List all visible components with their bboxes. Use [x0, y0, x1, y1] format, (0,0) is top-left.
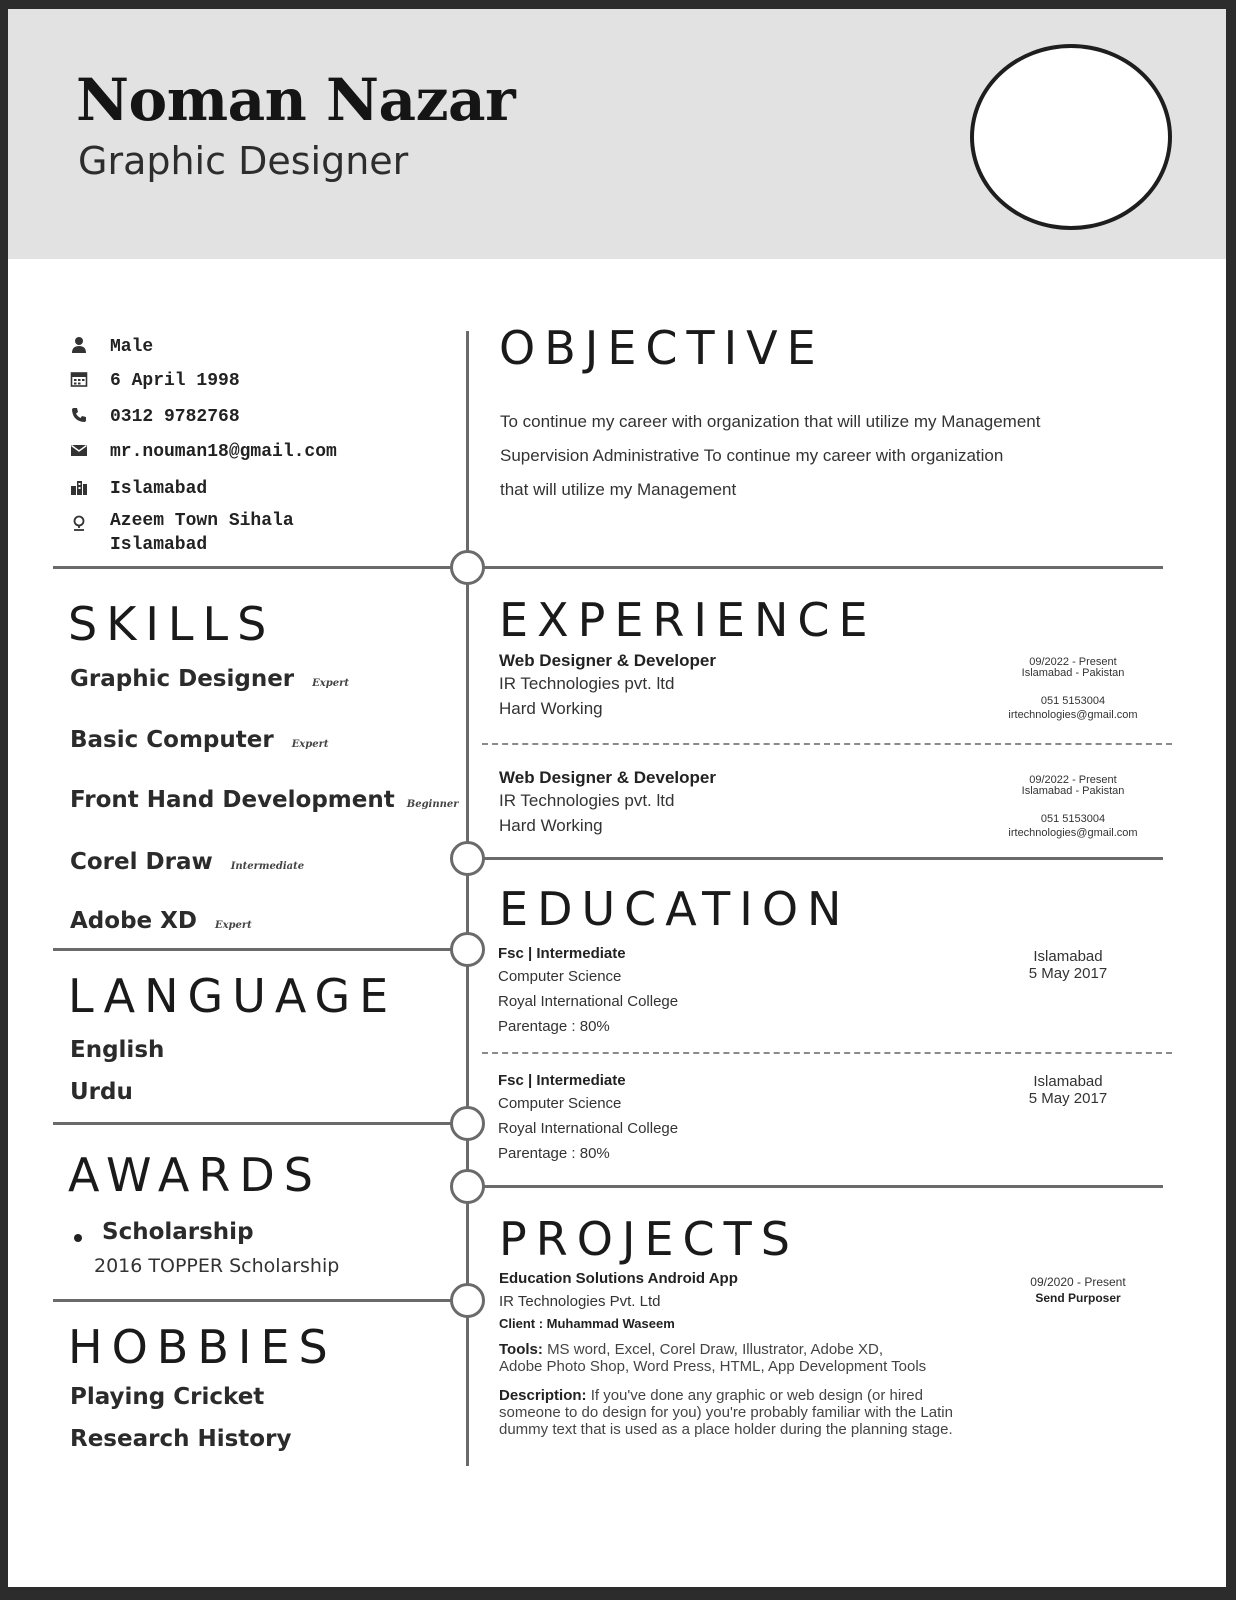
project-description	[499, 1387, 999, 1438]
email-text: mr.nouman18@gmail.com	[110, 442, 337, 462]
education-grade: Parentage : 80%	[498, 1018, 610, 1035]
divider-skills	[53, 948, 469, 951]
education-city: Islamabad	[1033, 948, 1103, 965]
divider-education	[466, 1185, 1163, 1188]
envelope-icon	[70, 441, 88, 459]
description-label: Description:	[499, 1387, 587, 1404]
person-icon	[70, 336, 88, 354]
skill-item	[70, 910, 252, 933]
skill-name: Corel Draw	[70, 849, 213, 875]
dob-text: 6 April 1998	[110, 371, 240, 391]
address-line-2: Islamabad	[110, 535, 208, 555]
dashed-divider-experience	[482, 743, 1172, 745]
job-location: Islamabad - Pakistan	[1021, 667, 1125, 679]
project-meta	[998, 1274, 1158, 1306]
job-meta	[988, 655, 1158, 722]
contact-city	[70, 477, 440, 501]
objective-line: Supervision Administrative To continue my career with organization	[500, 446, 1004, 465]
divider-language	[53, 1122, 469, 1125]
skill-name: Adobe XD	[70, 908, 197, 934]
project-company: IR Technologies Pvt. Ltd	[499, 1293, 661, 1310]
education-grade: Parentage : 80%	[498, 1145, 610, 1162]
divider-objective	[53, 566, 1163, 569]
awards-heading: AWARDS	[68, 1148, 322, 1202]
job-email: irtechnologies@gmail.com	[1008, 827, 1138, 839]
job-date: 09/2022 - Present	[1029, 656, 1117, 668]
experience-heading: EXPERIENCE	[499, 593, 877, 647]
contact-gender	[70, 335, 440, 359]
skills-heading: SKILLS	[68, 597, 276, 651]
education-institute: Royal International College	[498, 1120, 679, 1137]
profile-photo-placeholder	[970, 44, 1172, 230]
project-title: Education Solutions Android App	[499, 1270, 738, 1287]
education-degree: Fsc | Intermediate	[498, 1072, 626, 1089]
timeline-node	[450, 1283, 485, 1318]
job-entry	[499, 768, 959, 838]
timeline-node	[450, 1106, 485, 1141]
job-title: Web Designer & Developer	[499, 651, 716, 670]
location-pin-icon	[70, 514, 88, 532]
phone-text: 0312 9782768	[110, 407, 240, 427]
timeline-node	[450, 841, 485, 876]
timeline-node	[450, 1169, 485, 1204]
language-heading: LANGUAGE	[68, 969, 398, 1023]
project-date: 09/2020 - Present	[1030, 1275, 1126, 1289]
skill-name: Basic Computer	[70, 727, 274, 753]
education-field: Computer Science	[498, 968, 622, 985]
job-entry	[499, 651, 959, 721]
skill-level: Expert	[291, 739, 329, 750]
job-date: 09/2022 - Present	[1029, 774, 1117, 786]
education-meta	[1008, 1073, 1128, 1107]
skill-item	[70, 789, 459, 812]
education-date: 5 May 2017	[1028, 1090, 1108, 1107]
education-date: 5 May 2017	[1028, 965, 1108, 982]
address-line-1: Azeem Town Sihala	[110, 511, 294, 531]
skill-item	[70, 851, 304, 874]
education-meta	[1008, 948, 1128, 982]
job-meta	[988, 773, 1158, 840]
description-line-1: If you've done any graphic or web design (or hired	[590, 1387, 923, 1404]
skill-level: Intermediate	[230, 861, 305, 872]
person-name: Noman Nazar	[76, 66, 516, 134]
hobby-item: Playing Cricket	[70, 1384, 265, 1410]
objective-heading: OBJECTIVE	[499, 321, 825, 375]
job-email: irtechnologies@gmail.com	[1008, 709, 1138, 721]
job-phone: 051 5153004	[1040, 813, 1106, 825]
project-tools	[499, 1341, 999, 1375]
job-phone: 051 5153004	[1040, 695, 1106, 707]
phone-icon	[70, 406, 88, 424]
divider-awards	[53, 1299, 469, 1302]
calendar-icon	[70, 370, 88, 388]
skill-item	[70, 668, 349, 691]
objective-line: that will utilize my Management	[500, 480, 737, 499]
education-heading: EDUCATION	[499, 882, 851, 936]
job-title: Web Designer & Developer	[499, 768, 716, 787]
project-client: Client : Muhammad Waseem	[499, 1316, 675, 1331]
job-note: Hard Working	[499, 816, 603, 835]
education-entry	[498, 944, 958, 1039]
education-city: Islamabad	[1033, 1073, 1103, 1090]
hobbies-heading: HOBBIES	[68, 1320, 337, 1374]
bullet	[74, 1234, 82, 1242]
tools-line-2: Adobe Photo Shop, Word Press, HTML, App Development Tools	[499, 1358, 927, 1375]
objective-line: To continue my career with organization that will utilize my Management	[500, 412, 1041, 431]
objective-text	[500, 405, 1180, 507]
education-degree: Fsc | Intermediate	[498, 945, 626, 962]
timeline-node	[450, 550, 485, 585]
skill-name: Graphic Designer	[70, 666, 295, 692]
timeline-node	[450, 932, 485, 967]
skill-level: Expert	[214, 920, 252, 931]
project-entry	[499, 1269, 999, 1438]
contact-address	[70, 509, 440, 557]
job-note: Hard Working	[499, 699, 603, 718]
award-title: Scholarship	[102, 1219, 254, 1245]
header-banner	[8, 9, 1226, 259]
address-text	[110, 509, 294, 557]
job-company: IR Technologies pvt. ltd	[499, 791, 675, 810]
job-location: Islamabad - Pakistan	[1021, 785, 1125, 797]
projects-heading: PROJECTS	[499, 1212, 799, 1266]
education-field: Computer Science	[498, 1095, 622, 1112]
description-line-2: someone to do design for you) you're probably familiar with the Latin	[499, 1404, 953, 1421]
hobby-item: Research History	[70, 1426, 292, 1452]
language-item: English	[70, 1037, 165, 1063]
skill-level: Expert	[312, 678, 349, 689]
skill-item	[70, 729, 329, 752]
skill-name: Front Hand Development	[70, 787, 395, 813]
contact-email	[70, 440, 440, 464]
resume-page	[8, 9, 1226, 1587]
city-icon	[70, 478, 88, 496]
education-institute: Royal International College	[498, 993, 679, 1010]
tools-line-1: MS word, Excel, Corel Draw, Illustrator, Adobe XD,	[547, 1341, 884, 1358]
job-title: Graphic Designer	[78, 139, 409, 183]
job-company: IR Technologies pvt. ltd	[499, 674, 675, 693]
tools-label: Tools:	[499, 1341, 543, 1358]
project-status: Send Purposer	[1035, 1291, 1121, 1305]
description-line-3: dummy text that is used as a place holder during the planning stage.	[499, 1421, 953, 1438]
gender-text: Male	[110, 337, 154, 357]
dashed-divider-education	[482, 1052, 1172, 1054]
language-item: Urdu	[70, 1079, 133, 1105]
contact-dob	[70, 369, 440, 393]
skill-level: Beginner	[406, 799, 459, 810]
award-detail: 2016 TOPPER Scholarship	[94, 1255, 340, 1277]
contact-phone	[70, 405, 440, 429]
education-entry	[498, 1071, 958, 1166]
city-text: Islamabad	[110, 479, 208, 499]
divider-experience	[466, 857, 1163, 860]
